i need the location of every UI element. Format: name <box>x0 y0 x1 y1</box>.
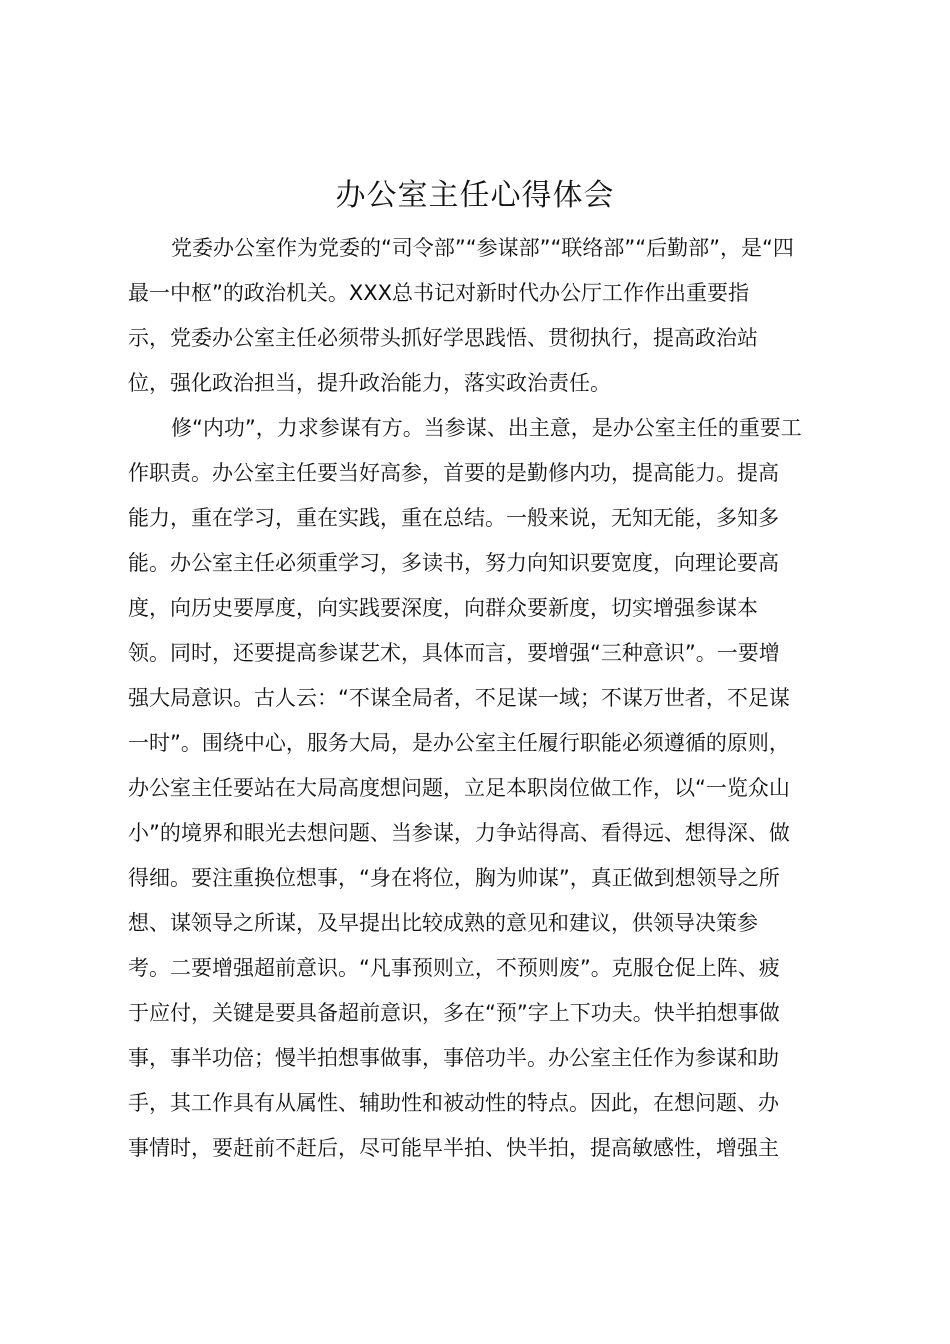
paragraph-line: 一时”。围绕中心，服务大局，是办公室主任履行职能必须遵循的原则， <box>128 731 790 755</box>
paragraph-line: 得细。要注重换位想事，“身在将位，胸为帅谋”，真正做到想领导之所 <box>128 866 780 890</box>
paragraph-line: 作职责。办公室主任要当好高参，首要的是勤修内功，提高能力。提高 <box>128 461 779 485</box>
paragraph-line: 小”的境界和眼光去想问题、当参谋，力争站得高、看得远、想得深、做 <box>128 821 790 845</box>
document-body <box>128 226 828 1171</box>
paragraph-line: 考。二要增强超前意识。“凡事预则立，不预则废”。克服仓促上阵、疲 <box>128 956 780 980</box>
paragraph-line: 领。同时，还要提高参谋艺术，具体而言，要增强“三种意识”。一要增 <box>128 641 780 665</box>
paragraph-line: 示，党委办公室主任必须带头抓好学思践悟、贯彻执行，提高政治站 <box>128 326 758 350</box>
paragraph-line: 强大局意识。古人云：“不谋全局者，不足谋一域；不谋万世者，不足谋 <box>128 686 790 710</box>
paragraph-line: 能。办公室主任必须重学习，多读书，努力向知识要宽度，向理论要高 <box>128 551 779 575</box>
document-title: 办公室主任心得体会 <box>335 178 615 213</box>
paragraph-line: 能力，重在学习，重在实践，重在总结。一般来说，无知无能，多知多 <box>128 506 779 530</box>
paragraph-line: 想、谋领导之所谋，及早提出比较成熟的意见和建议，供领导决策参 <box>128 911 758 935</box>
paragraph-line: 事情时，要赶前不赶后，尽可能早半拍、快半拍，提高敏感性，增强主 <box>128 1136 779 1160</box>
paragraph-line: 修“内功”，力求参谋有方。当参谋、出主意，是办公室主任的重要工 <box>171 416 802 440</box>
paragraph-line: 手，其工作具有从属性、辅助性和被动性的特点。因此，在想问题、办 <box>128 1091 779 1115</box>
paragraph-line: 位，强化政治担当，提升政治能力，落实政治责任。 <box>128 371 611 395</box>
paragraph-line: 最一中枢”的政治机关。XXX总书记对新时代办公厅工作作出重要指 <box>128 281 750 305</box>
paragraph-line: 于应付，关键是要具备超前意识，多在“预”字上下功夫。快半拍想事做 <box>128 1001 780 1025</box>
paragraph-line: 事，事半功倍；慢半拍想事做事，事倍功半。办公室主任作为参谋和助 <box>128 1046 779 1070</box>
paragraph-line: 度，向历史要厚度，向实践要深度，向群众要新度，切实增强参谋本 <box>128 596 758 620</box>
paragraph-line: 办公室主任要站在大局高度想问题，立足本职岗位做工作，以“一览众山 <box>128 776 790 800</box>
paragraph-line: 党委办公室作为党委的“司令部”“参谋部”“联络部”“后勤部”，是“四 <box>171 236 794 260</box>
